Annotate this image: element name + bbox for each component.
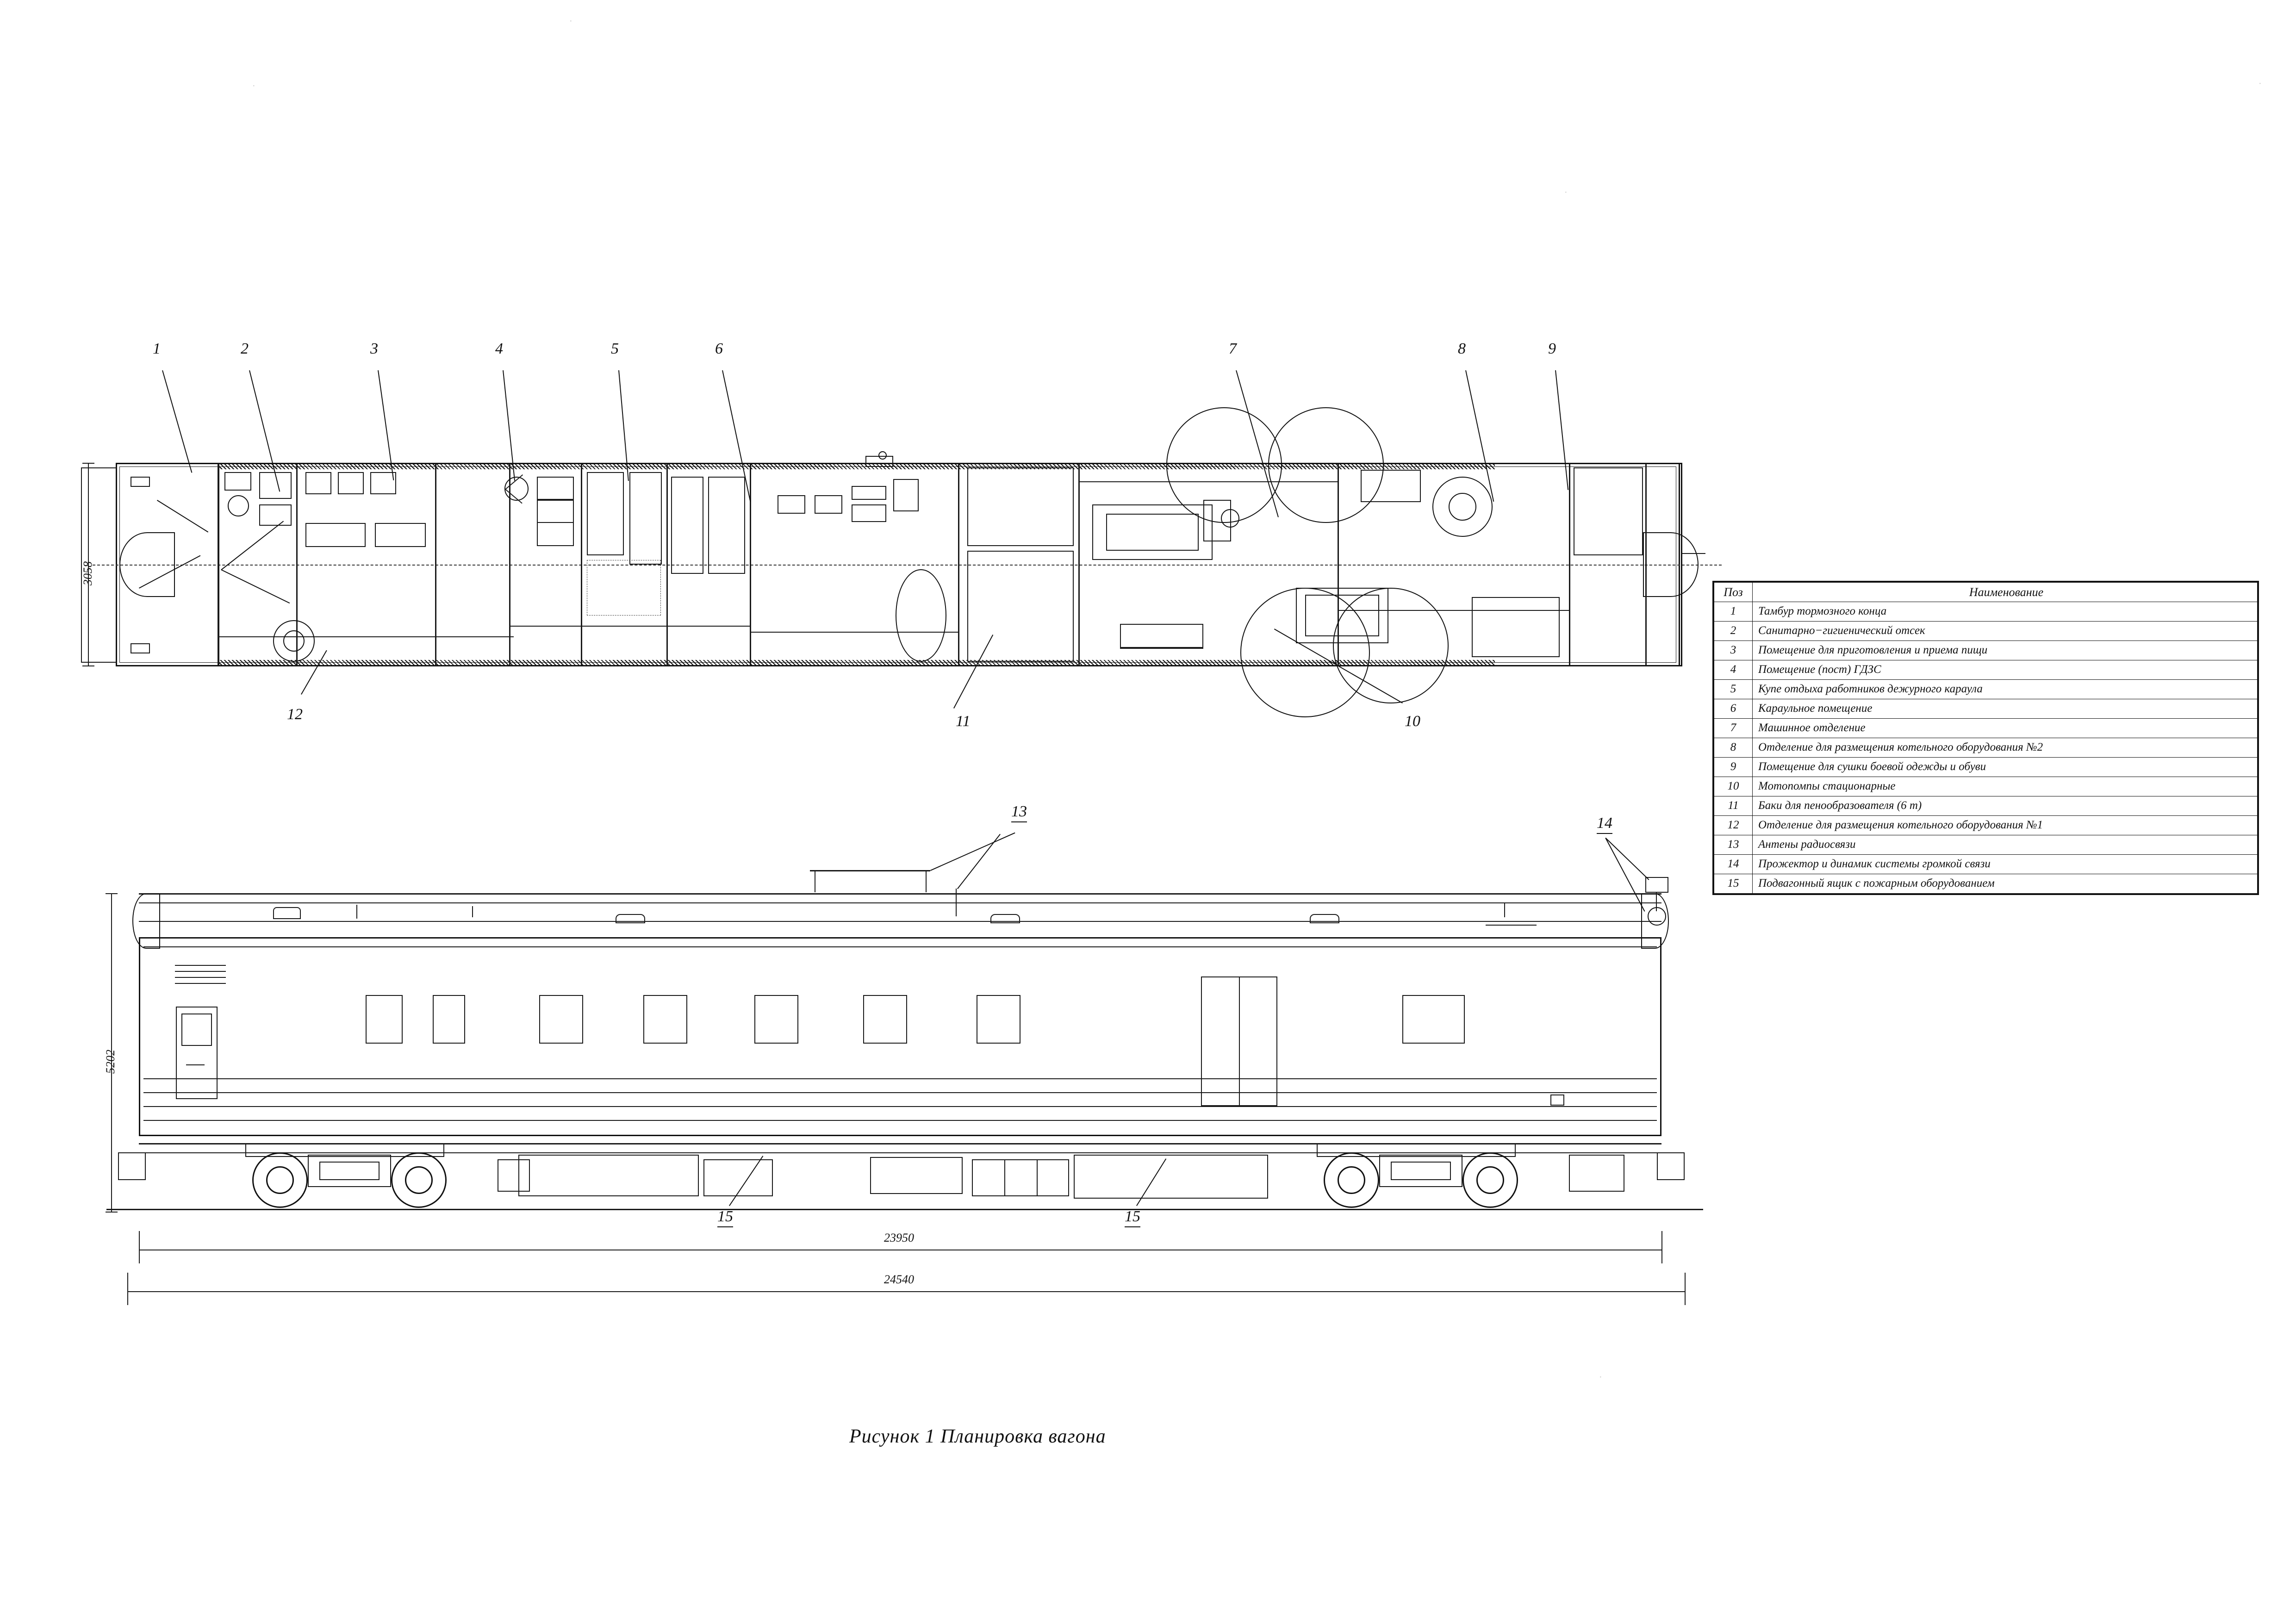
roof-pipe <box>356 905 357 919</box>
side-louvre <box>175 977 226 978</box>
plan-boiler-1-inner <box>283 630 305 652</box>
callout-13: 13 <box>1011 803 1027 822</box>
plan-partition-5 <box>581 464 582 665</box>
legend-pos: 4 <box>1714 660 1753 680</box>
side-roof-line <box>139 893 1661 895</box>
legend-row <box>1714 699 2258 719</box>
antenna-mast <box>926 870 927 892</box>
plan-gdzs-shelf <box>537 500 574 523</box>
legend-row <box>1714 602 2258 622</box>
side-door-window <box>181 1014 212 1046</box>
legend-row <box>1714 855 2258 874</box>
legend-header-name: Наименование <box>1753 583 2258 602</box>
side-dim-tick <box>106 893 118 894</box>
plan-partition-1 <box>218 464 219 665</box>
legend-name: Подвагонный ящик с пожарным оборудованием <box>1753 874 2258 894</box>
side-window <box>754 995 798 1044</box>
legend-pos: 11 <box>1714 796 1753 816</box>
plan-partition-8 <box>958 464 959 665</box>
dim-outer-value: 24540 <box>884 1273 914 1286</box>
side-window <box>643 995 687 1044</box>
roof-vent <box>1310 914 1339 923</box>
callout-9: 9 <box>1548 340 1556 357</box>
legend-pos: 2 <box>1714 622 1753 641</box>
legend-row <box>1714 719 2258 738</box>
plan-turn-radius-arc <box>1268 407 1384 523</box>
side-louvre <box>175 971 226 972</box>
callout-leader-13b <box>957 834 1001 889</box>
plan-room-1 <box>139 491 213 546</box>
wheel-hub <box>1476 1166 1504 1194</box>
plan-left-end-line <box>81 467 117 468</box>
legend-name: Отделение для размещения котельного оборудования №2 <box>1753 738 2258 758</box>
callout-8: 8 <box>1458 340 1466 357</box>
undercar-box-div <box>1037 1159 1038 1196</box>
roof-pipe <box>472 906 473 917</box>
legend-row <box>1714 660 2258 680</box>
plan-dim-tick <box>82 665 94 666</box>
side-belt-line <box>143 1078 1657 1079</box>
wheel-hub <box>266 1166 294 1194</box>
plan-dryer-unit <box>1472 597 1560 657</box>
plan-foam-tank-1 <box>967 467 1074 546</box>
plan-desk <box>852 486 886 500</box>
scan-speck: · <box>1564 187 1568 198</box>
legend-row <box>1714 641 2258 660</box>
side-window <box>977 995 1020 1044</box>
side-roof-line-2 <box>139 902 1661 903</box>
roof-vent <box>990 914 1020 923</box>
plan-seat <box>852 504 886 522</box>
plan-gdzs-shelf <box>537 477 574 500</box>
callout-15b: 15 <box>1125 1208 1140 1227</box>
coupler-right <box>1657 1152 1685 1180</box>
coupler-left <box>118 1152 146 1180</box>
plan-seat <box>815 495 842 514</box>
undercar-box-15a <box>518 1155 699 1196</box>
legend-pos: 14 <box>1714 855 1753 874</box>
legend-name: Баки для пенообразователя (6 m) <box>1753 796 2258 816</box>
side-window <box>863 995 907 1044</box>
side-louvre <box>175 965 226 966</box>
dim-inner-value: 23950 <box>884 1231 914 1244</box>
legend-pos: 12 <box>1714 816 1753 835</box>
callout-14: 14 <box>1597 815 1612 834</box>
bogie-left-spring <box>319 1162 380 1180</box>
dim-outer-tick <box>127 1273 128 1305</box>
plan-arc-detail <box>896 569 946 662</box>
plan-corridor-line <box>218 636 514 637</box>
callout-7: 7 <box>1229 340 1237 357</box>
plan-partition-6 <box>666 464 668 665</box>
legend-pos: 1 <box>1714 602 1753 622</box>
undercar-small-box <box>498 1159 530 1192</box>
scan-speck: · <box>1599 1372 1602 1382</box>
side-dim-height: 5202 <box>104 1050 117 1074</box>
wheel-hub <box>405 1166 433 1194</box>
callout-leader-13 <box>930 833 1015 871</box>
legend-name: Тамбур тормозного конца <box>1753 602 2258 622</box>
side-small-hatch <box>1550 1094 1564 1106</box>
legend-table <box>1712 581 2259 895</box>
undercar-box-15c <box>1074 1155 1268 1199</box>
speaker-icon <box>1648 907 1666 926</box>
plan-dim-height: 3058 <box>81 561 94 585</box>
plan-sink <box>224 472 251 491</box>
legend-pos: 3 <box>1714 641 1753 660</box>
plan-floor-hatch <box>1120 624 1203 648</box>
legend-row <box>1714 777 2258 796</box>
dim-outer-tick <box>1685 1273 1686 1305</box>
undercar-box-right <box>1569 1155 1624 1192</box>
legend-name: Машинное отделение <box>1753 719 2258 738</box>
scan-speck: · <box>569 16 572 26</box>
plan-center-axis <box>93 565 1722 566</box>
callout-15a: 15 <box>717 1208 733 1227</box>
plan-drying-racks <box>1574 467 1643 555</box>
plan-floor-line <box>1120 648 1203 649</box>
side-machine-door-split <box>1239 976 1240 1106</box>
plan-seat <box>778 495 805 514</box>
dim-inner-tick <box>139 1231 140 1263</box>
legend-pos: 9 <box>1714 758 1753 777</box>
roof-pipe <box>1504 902 1505 917</box>
scan-speck: · <box>252 81 255 91</box>
plan-wc-bowl <box>228 495 249 516</box>
rail-line <box>106 1209 1703 1210</box>
legend-header-pos: Поз <box>1714 583 1753 602</box>
plan-right-coupler-arc <box>1643 532 1699 597</box>
plan-gdzs-cabinet <box>629 472 662 565</box>
plan-gdzs-locker <box>587 472 624 555</box>
legend-name: Помещение для приготовления и приема пищи <box>1753 641 2258 660</box>
side-louvre <box>175 983 226 984</box>
wheel-hub <box>1338 1166 1365 1194</box>
plan-boiler-2-inner <box>1449 493 1476 521</box>
legend-name: Купе отдыха работников дежурного караула <box>1753 680 2258 699</box>
plan-foam-tank-2 <box>967 551 1074 662</box>
legend-row <box>1714 738 2258 758</box>
bogie-right-spring <box>1391 1162 1451 1180</box>
side-roof-line-3 <box>139 921 1661 922</box>
legend-row <box>1714 796 2258 816</box>
plan-table <box>305 523 366 547</box>
callout-10: 10 <box>1405 713 1420 730</box>
side-window-wide <box>1402 995 1465 1044</box>
callout-1: 1 <box>153 340 161 357</box>
side-door-handle <box>186 1064 205 1065</box>
plan-motor-pump-2-core <box>1305 595 1379 636</box>
figure-caption: Рисунок 1 Планировка вагона <box>849 1426 1106 1447</box>
roof-vent <box>616 914 645 923</box>
undercar-box-aux2 <box>870 1157 963 1194</box>
legend-name: Санитарно−гигиенический отсек <box>1753 622 2258 641</box>
undercar-box-15b <box>972 1159 1069 1196</box>
plan-partition-7 <box>750 464 751 665</box>
roof-rail <box>1486 925 1537 926</box>
plan-partition-9 <box>1078 464 1080 665</box>
plan-worktop <box>338 472 364 494</box>
side-window <box>366 995 403 1044</box>
legend-name: Мотопомпы стационарные <box>1753 777 2258 796</box>
callout-6: 6 <box>715 340 723 357</box>
plan-bench <box>375 523 426 547</box>
callout-5: 5 <box>611 340 619 357</box>
plan-corridor-line <box>509 626 750 627</box>
legend-pos: 7 <box>1714 719 1753 738</box>
legend-pos: 6 <box>1714 699 1753 719</box>
legend-pos: 15 <box>1714 874 1753 894</box>
antenna-whip <box>956 889 957 916</box>
scan-speck: · <box>2259 79 2262 89</box>
callout-3: 3 <box>370 340 378 357</box>
plan-berth <box>708 477 745 574</box>
callout-12: 12 <box>287 706 303 723</box>
side-belt-line <box>143 1092 1657 1093</box>
legend-pos: 8 <box>1714 738 1753 758</box>
antenna-bar <box>810 870 930 871</box>
legend-pos: 13 <box>1714 835 1753 855</box>
legend-row <box>1714 835 2258 855</box>
plan-partition-11 <box>1569 464 1570 665</box>
legend-name: Помещение (пост) ГДЗС <box>1753 660 2258 680</box>
legend-name: Отделение для размещения котельного оборудования №1 <box>1753 816 2258 835</box>
legend-row <box>1714 680 2258 699</box>
plan-engine-core <box>1106 514 1199 551</box>
plan-left-fitting <box>131 643 150 653</box>
callout-4: 4 <box>495 340 503 357</box>
callout-11: 11 <box>956 713 971 730</box>
legend-row <box>1714 622 2258 641</box>
callout-2: 2 <box>241 340 249 357</box>
side-belt-line <box>143 1106 1657 1107</box>
legend-row <box>1714 758 2258 777</box>
plan-partition-12 <box>1645 464 1647 665</box>
legend-pos: 10 <box>1714 777 1753 796</box>
callout-leader-14 <box>1605 838 1649 880</box>
side-window <box>433 995 465 1044</box>
plan-left-fitting <box>131 477 150 487</box>
legend-row <box>1714 874 2258 894</box>
legend-name: Антены радиосвязи <box>1753 835 2258 855</box>
legend-pos: 5 <box>1714 680 1753 699</box>
plan-berth <box>671 477 703 574</box>
plan-partition-3 <box>435 464 436 665</box>
plan-cabinet <box>259 504 292 526</box>
side-dim-tick <box>106 1212 118 1213</box>
plan-vent-icon <box>878 451 887 460</box>
plan-stove <box>305 472 331 494</box>
legend-name: Помещение для сушки боевой одежды и обуви <box>1753 758 2258 777</box>
side-belt-line <box>143 1120 1657 1121</box>
plan-boiler-2-tank <box>1361 470 1421 502</box>
plan-turn-radius-arc <box>1166 407 1282 523</box>
legend-name: Караульное помещение <box>1753 699 2258 719</box>
plan-gdzs-zone <box>587 560 661 616</box>
callout-leader-1 <box>162 370 192 473</box>
roof-vent <box>273 907 301 919</box>
dim-inner-tick <box>1661 1231 1662 1263</box>
plan-locker <box>893 479 919 511</box>
side-window <box>539 995 583 1044</box>
side-belt-line <box>143 946 1657 947</box>
callout-leader-14b <box>1605 838 1645 912</box>
undercar-box-div <box>1004 1159 1005 1196</box>
plan-dim-tick <box>82 463 94 464</box>
dim-outer-line <box>127 1291 1685 1292</box>
legend-row <box>1714 816 2258 835</box>
legend-name: Прожектор и динамик системы громкой связи <box>1753 855 2258 874</box>
plan-left-end-line <box>81 662 117 663</box>
plan-right-coupler-stem <box>1682 553 1705 554</box>
